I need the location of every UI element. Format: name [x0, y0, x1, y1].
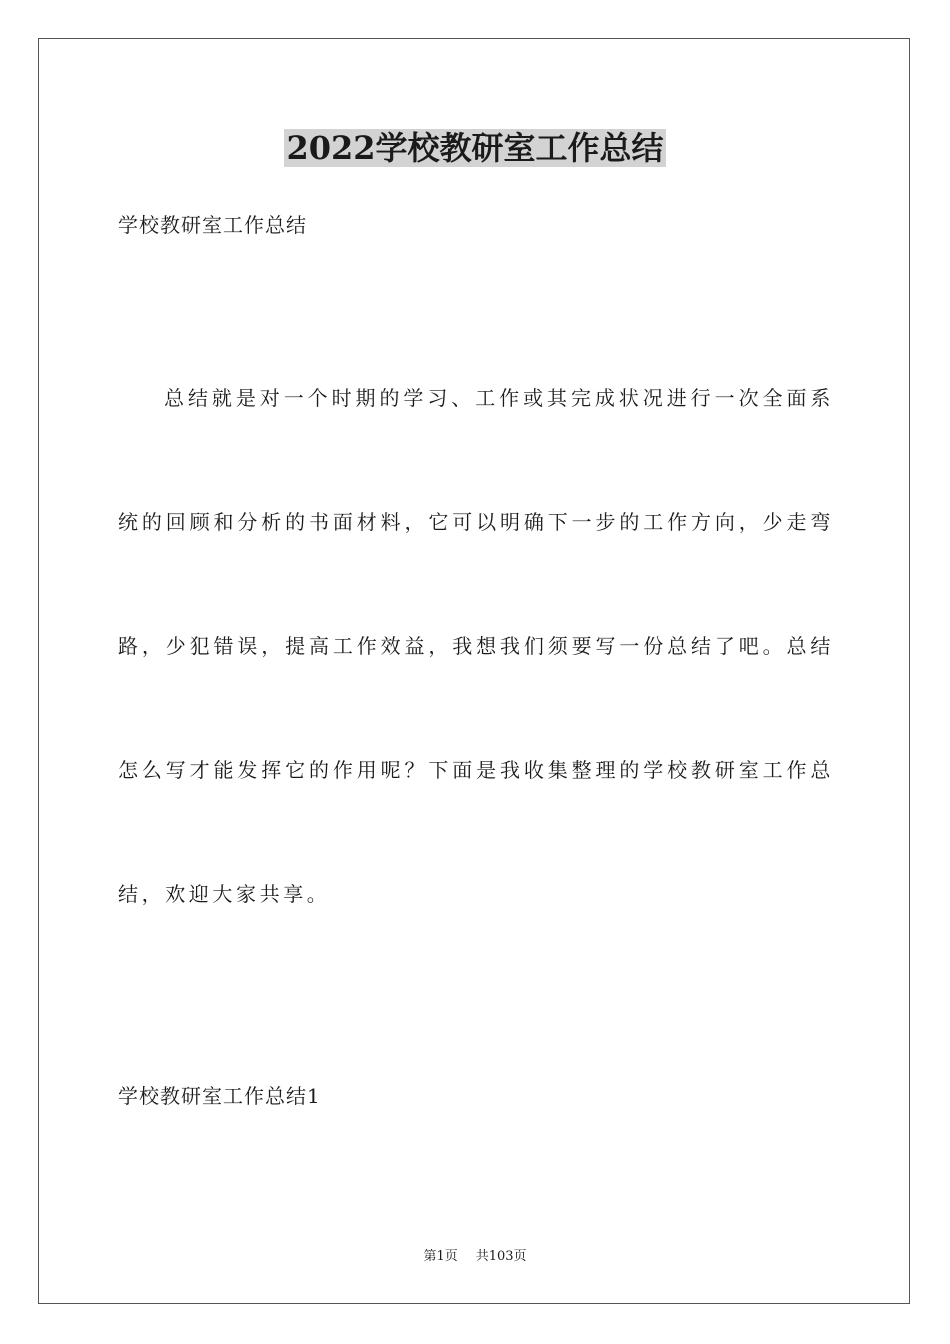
section-heading: 学校教研室工作总结1 [118, 1084, 321, 1108]
total-pages: 共103页 [475, 1249, 527, 1264]
document-title [0, 126, 950, 170]
page-footer [0, 1248, 950, 1266]
document-subheading: 学校教研室工作总结 [118, 213, 307, 237]
page-number: 第1页 [423, 1249, 458, 1264]
document-title-text: 2022学校教研室工作总结 [286, 129, 664, 167]
intro-paragraph: 总结就是对一个时期的学习、工作或其完成状况进行一次全面系统的回顾和分析的书面材料，它可以明确下一步的工作方向，少走弯路，少犯错误，提高工作效益，我想我们须要写一份总结了吧。总结怎么写才能发挥它的作用呢？下面是我收集整理的学校教研室工作总结，欢迎大家共享。 [118, 386, 834, 906]
